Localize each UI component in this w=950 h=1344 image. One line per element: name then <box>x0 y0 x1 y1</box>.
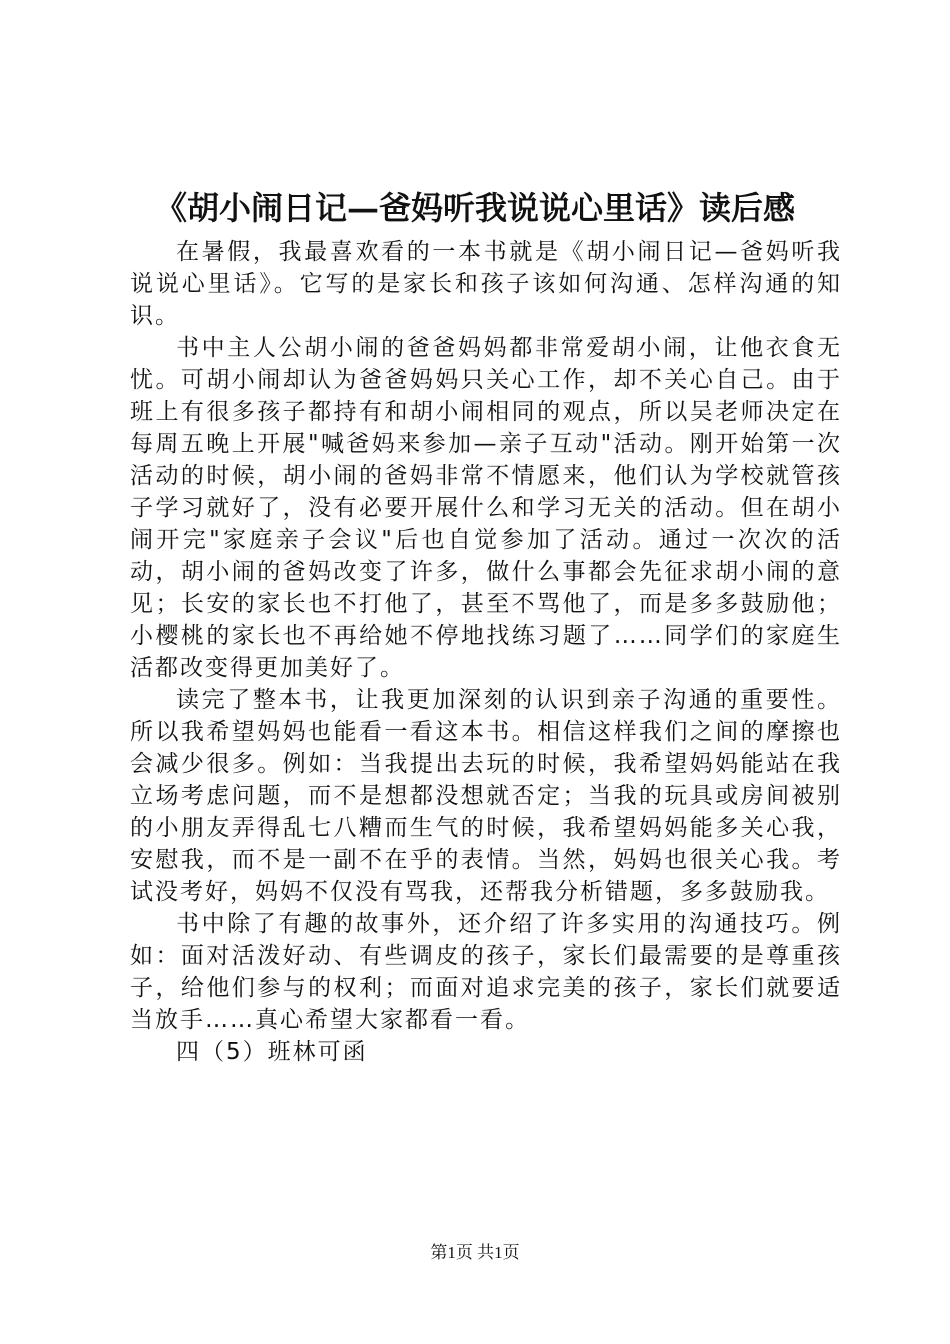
page-footer: 第1页 共1页 <box>430 1243 520 1262</box>
author-signature: 四（5）班林可函 <box>176 1039 368 1065</box>
document-title: 《胡小闹日记—爸妈听我说说心里话》读后感 <box>154 189 795 227</box>
paragraph-4: 书中除了有趣的故事外，还介绍了许多实用的沟通技巧。例如：面对活泼好动、有些调皮的孩子，家长们最需要的是尊重孩子，给他们参与的权利；而面对追求完美的孩子，家长们就要适当放手……真心希望大家都看一看。 <box>130 911 842 1033</box>
paragraph-2: 书中主人公胡小闹的爸爸妈妈都非常爱胡小闹，让他衣食无忧。可胡小闹却认为爸爸妈妈只关心工作，却不关心自己。由于班上有很多孩子都持有和胡小闹相同的观点，所以吴老师决定在每周五晚上开展"喊爸妈来参加—亲子互动"活动。刚开始第一次活动的时候，胡小闹的爸妈非常不情愿来，他们认为学校就管孩子学习就好了，没有必要开展什么和学习无关的活动。但在胡小闹开完"家庭亲子会议"后也自觉参加了活动。通过一次次的活动，胡小闹的爸妈改变了许多，做什么事都会先征求胡小闹的意见；长安的家长也不打他了，甚至不骂他了，而是多多鼓励他；小樱桃的家长也不再给她不停地找练习题了……同学们的家庭生活都改变得更加美好了。 <box>130 335 842 681</box>
paragraph-1: 在暑假，我最喜欢看的一本书就是《胡小闹日记—爸妈听我说说心里话》。它写的是家长和孩子该如何沟通、怎样沟通的知识。 <box>130 239 842 329</box>
paragraph-3: 读完了整本书，让我更加深刻的认识到亲子沟通的重要性。所以我希望妈妈也能看一看这本书。相信这样我们之间的摩擦也会减少很多。例如：当我提出去玩的时候，我希望妈妈能站在我立场考虑问题，而不是想都没想就否定；当我的玩具或房间被别的小朋友弄得乱七八糟而生气的时候，我希望妈妈能多关心我，安慰我，而不是一副不在乎的表情。当然，妈妈也很关心我。考试没考好，妈妈不仅没有骂我，还帮我分析错题，多多鼓励我。 <box>130 687 842 905</box>
document-body <box>130 236 842 1068</box>
